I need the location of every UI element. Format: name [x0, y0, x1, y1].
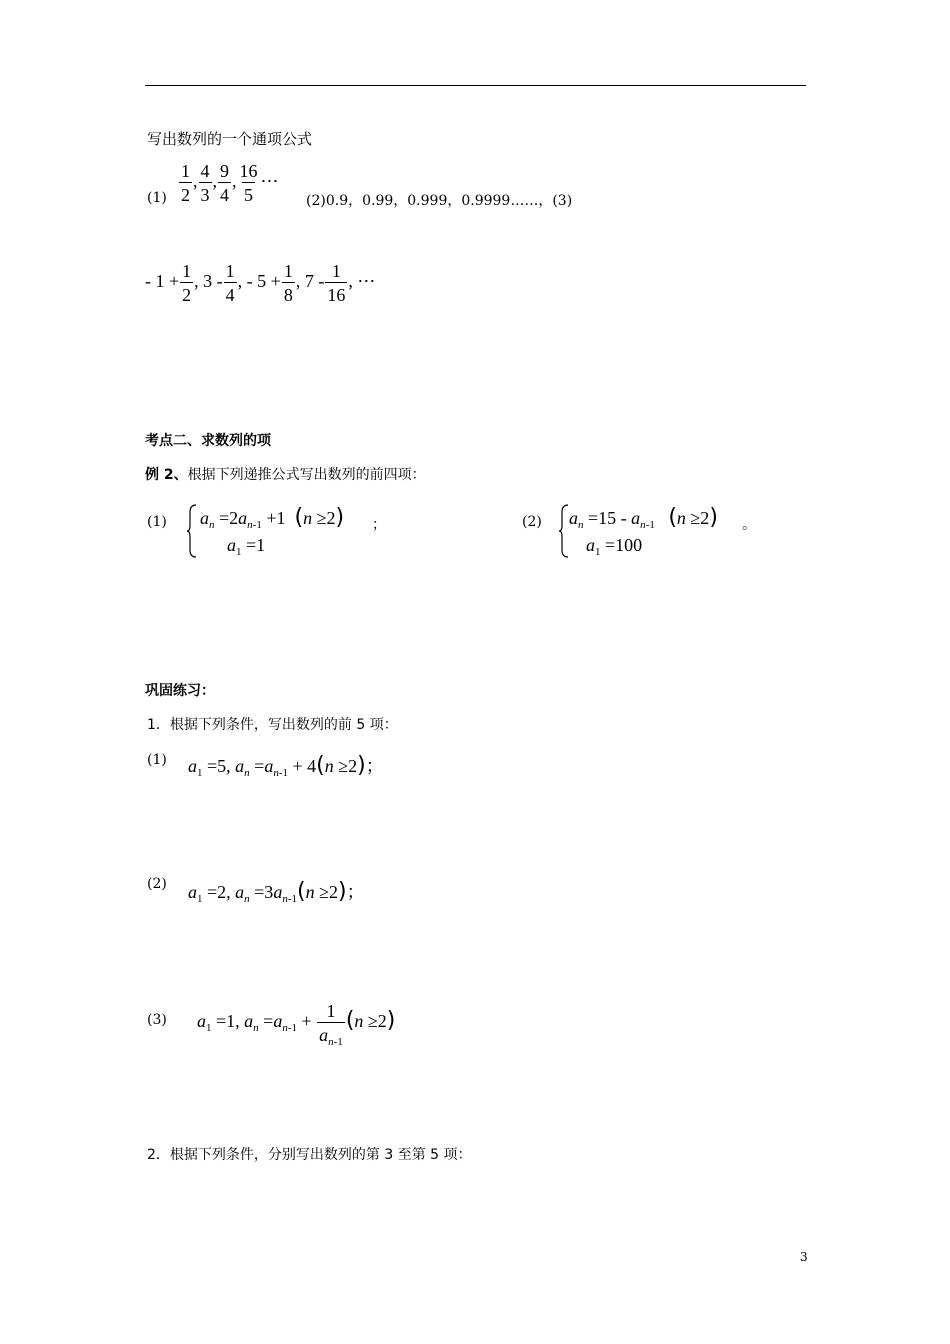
ex2-line2: $a_1 =100$ [586, 535, 643, 558]
header-rule [145, 85, 806, 86]
q1b-formula: $a_1 =2$, $a_n =3a_{n-1}(n \ge 2)$； [188, 879, 365, 905]
practice-q2: 2．根据下列条件，分别写出数列的第 3 至第 5 项： [147, 1147, 472, 1163]
section2-title: 考点二、求数列的项 [145, 433, 271, 449]
p1-frac-3: $\frac{9}{4}$ [220, 161, 229, 205]
example2 [145, 464, 426, 484]
practice-q1: 1．根据下列条件，写出数列的前 5 项： [147, 717, 398, 733]
p3-frac-3: $\frac{1}{8}$ [283, 261, 293, 305]
p1-frac-1: $\frac{1}{2}$ [181, 161, 190, 205]
q1c-label: (3) [147, 1012, 167, 1028]
p1-sequence: $\frac{1}{2}$ , $\frac{4}{3}$ , $\frac{9}{4}$ , $\frac{16}{5}$ ⋯ [181, 161, 279, 205]
p3-frac-1: $\frac{1}{2}$ [182, 261, 192, 305]
practice-title: 巩固练习： [145, 683, 215, 699]
p3-frac-2: $\frac{1}{4}$ [225, 261, 235, 305]
ex1-end: ； [372, 517, 386, 533]
example2-text: 根据下列递推公式写出数列的前四项： [187, 467, 426, 483]
q1c-frac: $\frac{1}{a_{n-1}}$ [319, 1001, 343, 1048]
q1a-label: (1) [147, 752, 167, 768]
ex2-label: (2) [522, 514, 542, 530]
ex2-end: 。 [742, 517, 756, 533]
ex1-label: (1) [147, 514, 167, 530]
p2-sequence: (2)0.9，0.99，0.999，0.9999……，(3) [306, 193, 573, 209]
ex2-line1: $a_n =15 - a_{n-1}$ (n ≥2) [569, 505, 718, 531]
example2-label: 例 2、 [145, 467, 188, 483]
p3-frac-4: $\frac{1}{16}$ [327, 261, 346, 305]
ex1-line2: $a_1 =1$ [227, 535, 266, 558]
q1a-formula: $a_1 =5$, $a_n =a_{n-1} + 4(n \ge 2)$； [188, 753, 384, 779]
page-number: 3 [800, 1250, 808, 1264]
ex1-line1: $a_n =2a_{n-1} +1$ (n ≥2) [200, 505, 345, 531]
p1-frac-2: $\frac{4}{3}$ [200, 161, 210, 205]
p1-frac-4: $\frac{16}{5}$ [239, 161, 258, 205]
p1-label: (1) [147, 190, 167, 206]
p3-sequence: - 1 + $\frac{1}{2}$ , 3 - $\frac{1}{4}$ , - 5 + $\frac{1}{8}$ , 7 - $\frac{1}{16}$ , ⋯ [145, 261, 376, 305]
general-term-heading: 写出数列的一个通项公式 [147, 130, 313, 148]
p1-ellipsis: ⋯ [260, 171, 279, 192]
q1b-label: (2) [147, 876, 167, 892]
ex1-brace-icon [186, 504, 198, 558]
q1c-formula: $a_1 =1$, $a_n =a_{n-1}$ + $\frac{1}{a_{n-1}}$ (n ≥2) [197, 1001, 396, 1048]
